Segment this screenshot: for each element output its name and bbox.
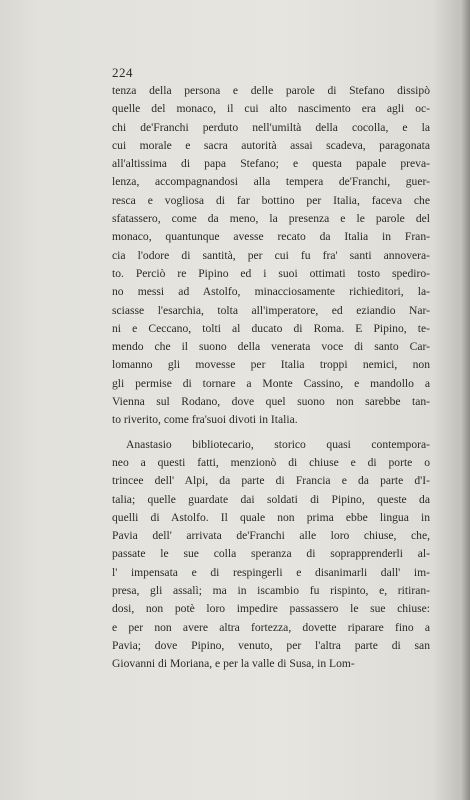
text-line: gli permise di tornare a Monte Cassino, e mandollo a xyxy=(112,376,430,390)
text-line: monaco, quantunque avesse recato da Italia in Fran- xyxy=(112,230,430,244)
text-line: all'altissima di papa Stefano; e questa papale preva- xyxy=(112,157,430,171)
text-block xyxy=(112,64,430,674)
text-line: resca e vogliosa di far bottino per Italia, faceva che xyxy=(112,193,430,207)
text-line: dosi, non potè loro impedire passassero le sue chiuse: xyxy=(112,602,430,616)
paragraph-2 xyxy=(112,436,430,674)
text-line: lomanno gli movesse per Italia troppi nemici, non xyxy=(112,358,430,372)
text-line: passate le sue colla speranza di soprapprenderli al- xyxy=(112,547,430,561)
text-line: sfatassero, come da meno, la presenza e le parole del xyxy=(112,212,430,226)
page-edge xyxy=(460,0,470,800)
text-line: neo a questi fatti, menzionò di chiuse e di porte o xyxy=(112,455,430,469)
text-line: e per non avere altra fortezza, dovette riparare fino a xyxy=(112,620,430,634)
text-line: lenza, accompagnandosi alla tempera de'Franchi, guer- xyxy=(112,175,430,189)
text-line: trincee dell' Alpi, da parte di Francia e da parte d'I- xyxy=(112,474,430,488)
text-line: Pavia; dove Pipino, venuto, per l'altra parte di san xyxy=(112,638,430,652)
text-line: presa, gli assalì; ma in iscambio fu rispinto, e, ritiran- xyxy=(112,584,430,598)
text-line: no messi ad Astolfo, minacciosamente richieditori, la- xyxy=(112,285,430,299)
text-line: talia; quelle guardate dai soldati di Pipino, queste da xyxy=(112,492,430,506)
text-line: Anastasio bibliotecario, storico quasi contempora- xyxy=(126,437,430,451)
page-number: 224 xyxy=(112,65,133,80)
text-line: to riverito, come fra'suoi divoti in Italia. xyxy=(112,413,298,427)
text-line: ni e Ceccano, tolti al ducato di Roma. E Pipino, te- xyxy=(112,321,430,335)
paragraph-1 xyxy=(112,82,430,430)
text-line: sciasse l'esarchia, tolta all'imperatore, ed eziandio Nar- xyxy=(112,303,430,317)
text-line: quelle del monaco, il cui alto nascimento era agli oc- xyxy=(112,102,430,116)
text-line: quelli di Astolfo. Il quale non prima ebbe lingua in xyxy=(112,510,430,524)
text-line: cui morale e sacra autorità assai scadeva, paragonata xyxy=(112,138,430,152)
text-line: l' impensata e di respingerli e disanimarli dall' im- xyxy=(112,565,430,579)
text-line: cia l'odore di santità, per cui fu fra' santi annovera- xyxy=(112,248,430,262)
text-line: Giovanni di Moriana, e per la valle di Susa, in Lom- xyxy=(112,657,355,671)
text-line: chi de'Franchi perduto nell'umiltà della cocolla, e la xyxy=(112,120,430,134)
text-line: mendo che il suono della venerata voce di santo Car- xyxy=(112,340,430,354)
text-line: to. Perciò re Pipino ed i suoi ottimati tosto spediro- xyxy=(112,266,430,280)
text-line: Vienna sul Rodano, dove quel suono non sarebbe tan- xyxy=(112,395,430,409)
text-line: Pavia dell' arrivata de'Franchi alle loro chiuse, che, xyxy=(112,529,430,543)
text-line: tenza della persona e delle parole di Stefano dissipò xyxy=(112,84,430,97)
